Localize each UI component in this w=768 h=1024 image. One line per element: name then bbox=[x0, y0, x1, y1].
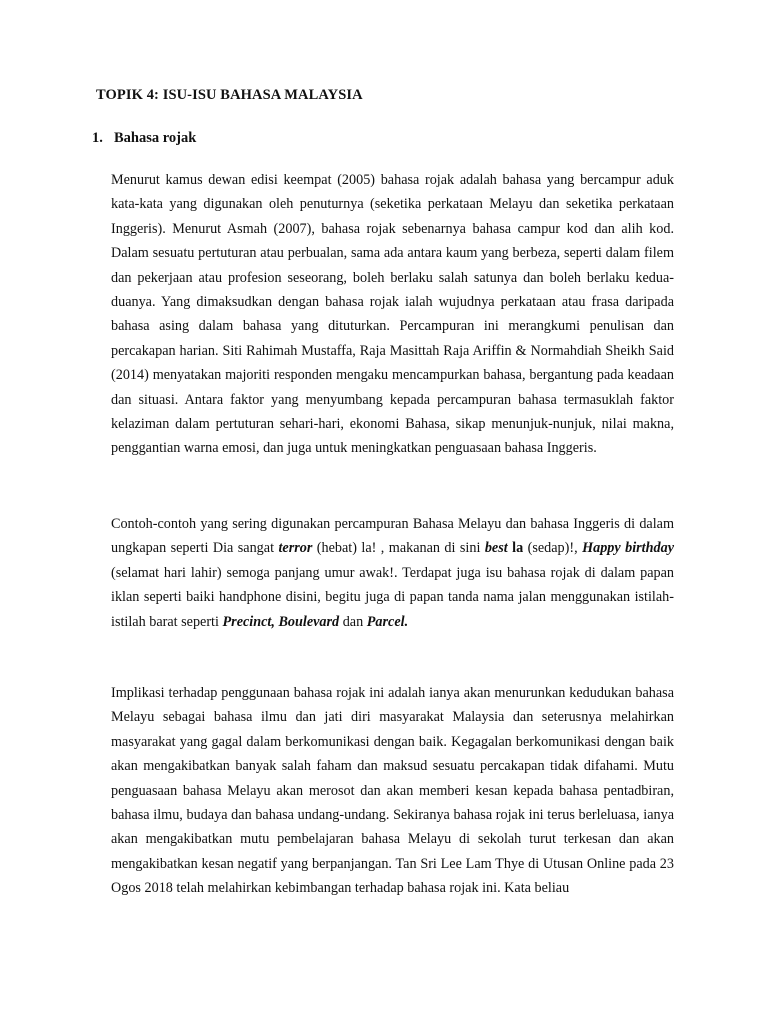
examples-text-6: dan bbox=[339, 613, 367, 630]
term-best: best bbox=[484, 540, 508, 557]
paragraph-definition: Menurut kamus dewan edisi keempat (2005) bahasa rojak adalah bahasa yang bercampur aduk kata-kata yang digunakan oleh penuturnya (seketika perkataan Melayu dan seketika perkataan Inggeris). Menurut Asmah (2007), bahasa rojak sebenarnya bahasa campur kod dan alih kod. Dalam sesuatu pertuturan atau perbualan, sama ada antara kaum yang berbeza, seperti dalam filem dan pekerjaan atau profesion seseorang, boleh berlaku salah satunya dan boleh berlaku kedua-duanya. Yang dimaksudkan dengan bahasa rojak ialah wujudnya perkataan atau frasa daripada bahasa asing dalam bahasa yang dituturkan. Percampuran ini merangkumi penulisan dan percakapan harian. Siti Rahimah Mustaffa, Raja Masittah Raja Ariffin & Normahdiah Sheikh Said (2014) menyatakan majoriti responden mengaku mencampurkan bahasa, bergantung pada keadaan dan situasi. Antara faktor yang menyumbang kepada percampuran bahasa termasuklah faktor kelaziman dalam pertuturan sehari-hari, ekonomi Bahasa, sikap menunjuk-nunjuk, nilai makna, penggantian warna emosi, dan juga untuk meningkatkan penguasaan bahasa Inggeris. bbox=[111, 172, 674, 457]
term-la: la bbox=[507, 540, 524, 557]
examples-text-3: (sedap)!, bbox=[523, 540, 583, 557]
examples-text-1: Contoh-contoh yang sering digunakan percampuran Bahasa Melayu dan bahasa Inggeris di dalam ungkapan seperti Dia sangat bbox=[111, 516, 674, 557]
term-precinct: Precinct, bbox=[222, 613, 275, 630]
term-boulevard: Boulevard bbox=[278, 613, 340, 630]
section-heading bbox=[92, 130, 196, 147]
paragraph-implications: Implikasi terhadap penggunaan bahasa rojak ini adalah ianya akan menurunkan kedudukan bahasa Melayu sebagai bahasa ilmu dan jati diri masyarakat Malaysia dan seterusnya melahirkan masyarakat yang gagal dalam berkomunikasi dengan baik. Kegagalan berkomunikasi dengan baik akan mengakibatkan banyak salah faham dan maksud sesuatu percakapan tidak difahami. Mutu penguasaan bahasa Melayu akan merosot dan akan memberi kesan kepada bahasa pentadbiran, bahasa ilmu, budaya dan bahasa undang-undang. Sekiranya bahasa rojak ini terus berleluasa, ianya akan mengakibatkan mutu pembelajaran bahasa Melayu di sekolah turut terkesan dan akan mengakibatkan kesan negatif yang berpanjangan. Tan Sri Lee Lam Thye di Utusan Online pada 23 Ogos 2018 telah melahirkan kebimbangan terhadap bahasa rojak ini. Kata beliau bbox=[111, 685, 674, 897]
examples-text-4: (selamat hari lahir) semoga panjang umur awak!. Terdapat juga isu bahasa rojak di dalam papan iklan seperti baiki handphone disini, begitu juga di papan tanda nama jalan menggunakan istilah-istilah barat seperti bbox=[111, 564, 674, 630]
examples-text-2: (hebat) la! , makanan di sini bbox=[312, 540, 485, 557]
section-heading-text: Bahasa rojak bbox=[114, 130, 197, 146]
term-terror: terror bbox=[278, 540, 313, 557]
term-parcel: Parcel. bbox=[366, 613, 409, 630]
paragraph-examples bbox=[111, 512, 674, 634]
document-title: TOPIK 4: ISU-ISU BAHASA MALAYSIA bbox=[96, 87, 363, 103]
term-happy-birthday: Happy birthday bbox=[582, 540, 674, 557]
section-number: 1. bbox=[92, 130, 103, 146]
